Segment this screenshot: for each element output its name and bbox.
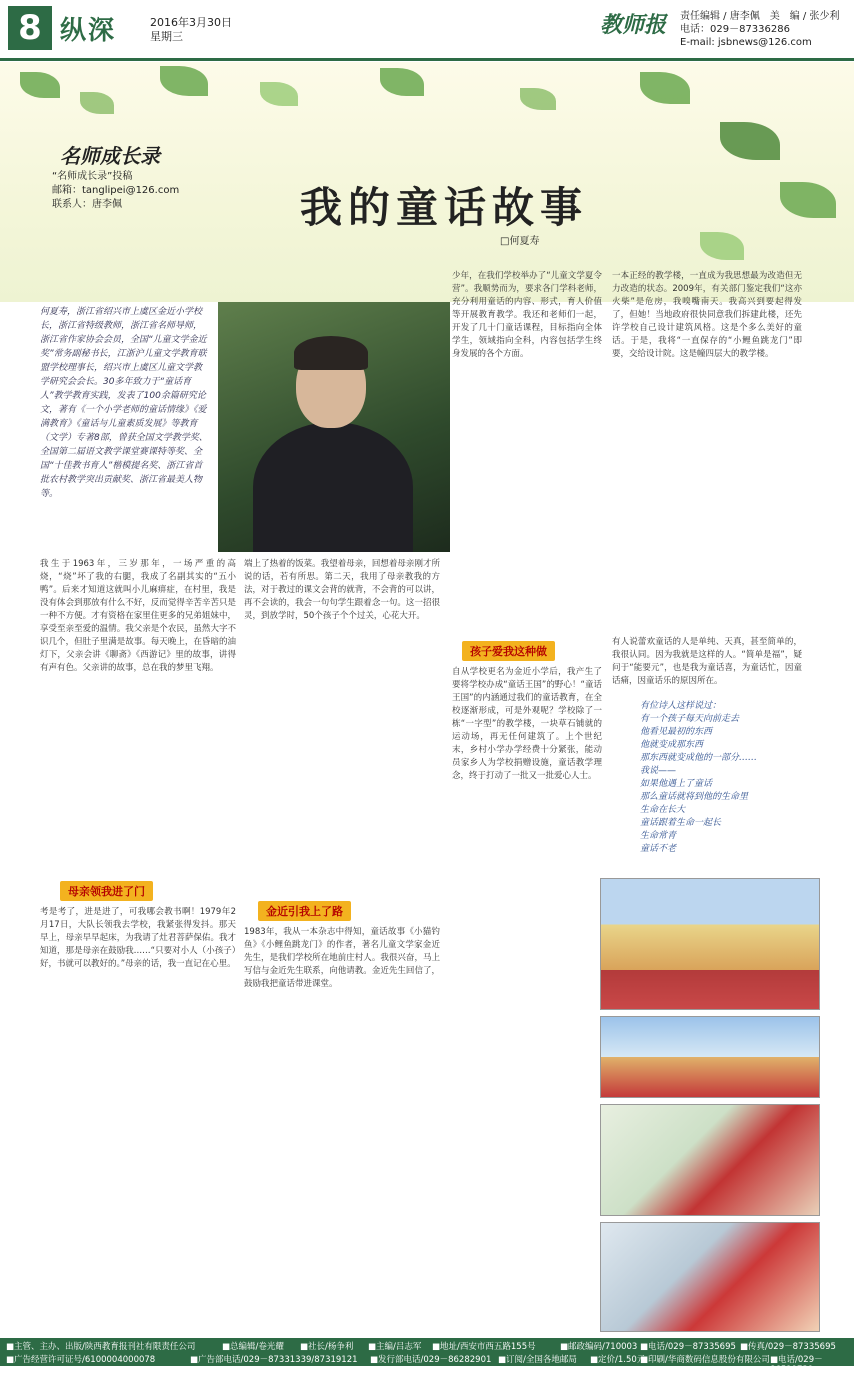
masthead <box>0 0 854 61</box>
leaf-decoration <box>640 72 690 104</box>
footer-item: ■广告经营许可证号/6100004000078 <box>6 1355 156 1365</box>
footer-item: ■订阅/全国各地邮局 <box>498 1355 577 1365</box>
closing-poem <box>640 700 800 856</box>
footer-item: ■定价/1.50元 <box>590 1355 646 1365</box>
leaf-decoration <box>160 66 208 96</box>
poem-line: 那东西就变成他的一部分…… <box>640 753 758 763</box>
section-title: 纵深 <box>60 16 117 46</box>
article-column-3b: 1983年，我从一本杂志中得知，童话故事《小猫钓鱼》《小鲤鱼跳龙门》的作者，著名儿童文学家金近先生，是我们学校所在地前庄村人。我很兴奋，马上写信与金近先生联系，向他请教。金近先生回信了，鼓励我把童话带进课堂。 <box>244 927 440 989</box>
article-column-6: 一本正经的教学楼，一直成为我思想最为改造但无力改造的状态。2009年，有关部门鉴定我们“这亦火柴”是危房，我嗅嘴南天。我高兴到要起得发了，但她！当地政府很快同意我们拆建此楼，还先许学校自己设计建筑风格。这是个多么美好的童话。于是，我将“一直保存的“小鲤鱼跳龙门”即要，交给设计院。这是幢四层大的教学楼。 <box>612 271 802 359</box>
poem-line: 他就变成那东西 <box>640 740 704 750</box>
leaf-decoration <box>80 92 114 114</box>
poem-line: 如果他遇上了童话 <box>640 779 713 789</box>
author-bio: 何夏寿，浙江省绍兴市上虞区金近小学校长，浙江省特级教师，浙江省名师导师，浙江省作家协会会员，全国“儿童文学金近奖”常务副秘书长，江浙沪儿童文学教育联盟学校理事长，绍兴市上虞区儿童文学教学研究会会长。30多年致力于“童话育人”教学教育实践，发表了100余篇研究论文，著有《一个小学老师的童话情缘》《爱满教育》《童话与儿童素质发展》等教育（文学）专著8部，曾获全国文学教学奖、全国第二届语文教学课堂赛课特等奖、全国“十佳教书育人”楷模提名奖、浙江省首批农村教学突出贡献奖、浙江省最美人物等。 <box>40 307 208 499</box>
leaf-decoration <box>520 88 556 110</box>
footer-item: ■邮政编码/710003 <box>560 1342 638 1352</box>
photo-body-shape <box>253 422 413 552</box>
date-text: 2016年3月30日 <box>150 16 232 29</box>
footer-item: ■广告部电话/029－87331339/87319121 <box>190 1355 358 1365</box>
article-column-3: 端上了热着的饭菜。我望着母亲，回想着母亲刚才所说的话，若有所思。第二天，我用了母亲教我的方法，对于教过的课文会背的就背，不会背的可以讲，再不会读的，我会一句句学生跟着念一句。这一招很灵，到放学时，50个孩子个个过关，心花大开。 <box>244 559 440 621</box>
author-photo <box>218 302 450 552</box>
leaf-decoration <box>700 232 744 260</box>
issue-date <box>150 16 232 44</box>
leaf-decoration <box>380 68 424 96</box>
footer-item: ■主管、主办、出版/陕西教育报刊社有限责任公司 <box>6 1342 196 1352</box>
subhead-mother <box>60 880 153 901</box>
students-photo <box>600 1016 820 1098</box>
footer-item: ■印刷/华商数码信息股份有限公司 <box>640 1355 770 1365</box>
phone-line: 电话：029－87336286 <box>680 24 790 35</box>
leaf-decoration <box>780 182 836 218</box>
leaf-decoration <box>260 82 298 106</box>
article-column-2: 考是考了，进是进了，可我哪会教书啊！1979年2月17日，大队长领我去学校，我紧张得发抖。那天早上，母亲早早起床，为我请了灶君菩萨保佑。我才知道，那是母亲在鼓励我……“只要对小人（小孩子）好，书就可以教好的。”母亲的话，我一直记在心里。 <box>40 907 236 969</box>
subhead-text: 金近引我上了路 <box>258 901 351 921</box>
footer-item: ■主编/吕志军 <box>368 1342 422 1352</box>
article-column-6b: 有人说蕾欢童话的人是单纯、天真，甚至简单的，我很认同。因为我就是这样的人。“简单是福”，疑问于“能要元”，也是我为童话喜，为童话忙，因童话痛，因童话乐的原因所在。 <box>612 637 802 686</box>
subhead-children <box>462 640 555 661</box>
page-number: 8 <box>8 6 52 50</box>
poem-line: 童话不老 <box>640 844 677 854</box>
photo-hair-shape <box>294 336 368 370</box>
article-byline: □何夏寿 <box>500 236 540 247</box>
poem-line: 我说—— <box>640 766 677 776</box>
editor-info <box>680 10 839 49</box>
page-footer <box>0 1338 854 1375</box>
leaf-decoration <box>20 72 60 98</box>
article-column-5: 自从学校更名为金近小学后，我产生了要将学校办成“童话王国”的野心！“童话王国”的内涵通过我们的童话教育，在全校逐渐形成，可是外观呢？学校除了一栋“一字型”的教学楼，一块草石铺就的运动场，再无任何建筑了。上个世纪末，乡村小学办学经费十分紧张，能动员家乡人为学校捐赠设施，童话教学理念，终于打动了一批又一批爱心人士。 <box>452 667 602 781</box>
poem-line: 那么童话就将到他的生命里 <box>640 792 749 802</box>
leaf-decoration <box>720 122 780 160</box>
footer-item: ■社长/杨争利 <box>300 1342 354 1352</box>
classroom-photo <box>600 1104 820 1216</box>
footer-item: ■电话/029－87335695 <box>640 1342 736 1352</box>
footer-item: ■总编辑/卷光耀 <box>222 1342 284 1352</box>
poem-line: 有一个孩子每天向前走去 <box>640 714 740 724</box>
poem-line: 他看见最初的东西 <box>640 727 713 737</box>
newspaper-brand: 教师报 <box>600 13 667 38</box>
poem-line: 生命常青 <box>640 831 677 841</box>
footer-item: ■传真/029－87335695 <box>740 1342 836 1352</box>
school-photo <box>600 878 820 1010</box>
article-title: 我的童话故事 <box>300 183 589 232</box>
footer-item: ■地址/西安市西五路155号 <box>432 1342 536 1352</box>
submission-contact: 联系人：唐李佩 <box>52 199 122 210</box>
subhead-text: 孩子爱我这种做 <box>462 641 555 661</box>
group-photo <box>600 1222 820 1332</box>
submission-email[interactable]: 邮箱：tanglipei@126.com <box>52 185 180 196</box>
article-column-4: 少年，在我们学校举办了“儿童文学夏令营”。我顺势而为，要求各门学科老师，充分利用童话的内容、形式，育人价值等开展教育教学。我还和老师们一起，开发了几十门童话课程，目标指向全体学生，领域指向全科，内容包括学生终身发展的各个方面。 <box>452 271 602 359</box>
poem-line: 生命在长大 <box>640 805 686 815</box>
editors-line: 责任编辑 / 唐李佩 美 编 / 张少利 <box>680 11 840 22</box>
poem-line: 有位诗人这样说过： <box>640 701 722 711</box>
email-link[interactable]: E-mail: jsbnews@126.com <box>680 37 812 48</box>
article-column-1: 我生于1963年，三岁那年，一场严重的高烧，“烧”坏了我的右腿，我成了名副其实的“五小鸭”。后来才知道这就叫小儿麻痹症，在村里，我是没有体会到那放有什么不好，反而觉得辛苦辛苦只是一种不方便。才有资格在家里住更多的兄弟姐妹中，享受至亲至爱的温情。我父亲是个农民，虽然大字不识几个，但肚子里满是故事。每天晚上，在昏暗的油灯下，父亲会讲《聊斋》《西游记》里的故事，讲得有声有色。父亲讲的故事，总在我的梦里飞翔。 <box>40 559 236 673</box>
column-submission-box <box>52 170 179 212</box>
column-title: 名师成长录 <box>60 144 160 168</box>
submission-label: “名师成长录”投稿 <box>52 171 133 182</box>
weekday-text: 星期三 <box>150 30 183 43</box>
footer-item: ■发行部电话/029－86282901 <box>370 1355 492 1365</box>
poem-line: 童话跟着生命一起长 <box>640 818 722 828</box>
footer-item: ■电话/029－86519739 <box>770 1355 823 1375</box>
subhead-text: 母亲领我进了门 <box>60 881 153 901</box>
subhead-jinjin <box>258 900 351 921</box>
